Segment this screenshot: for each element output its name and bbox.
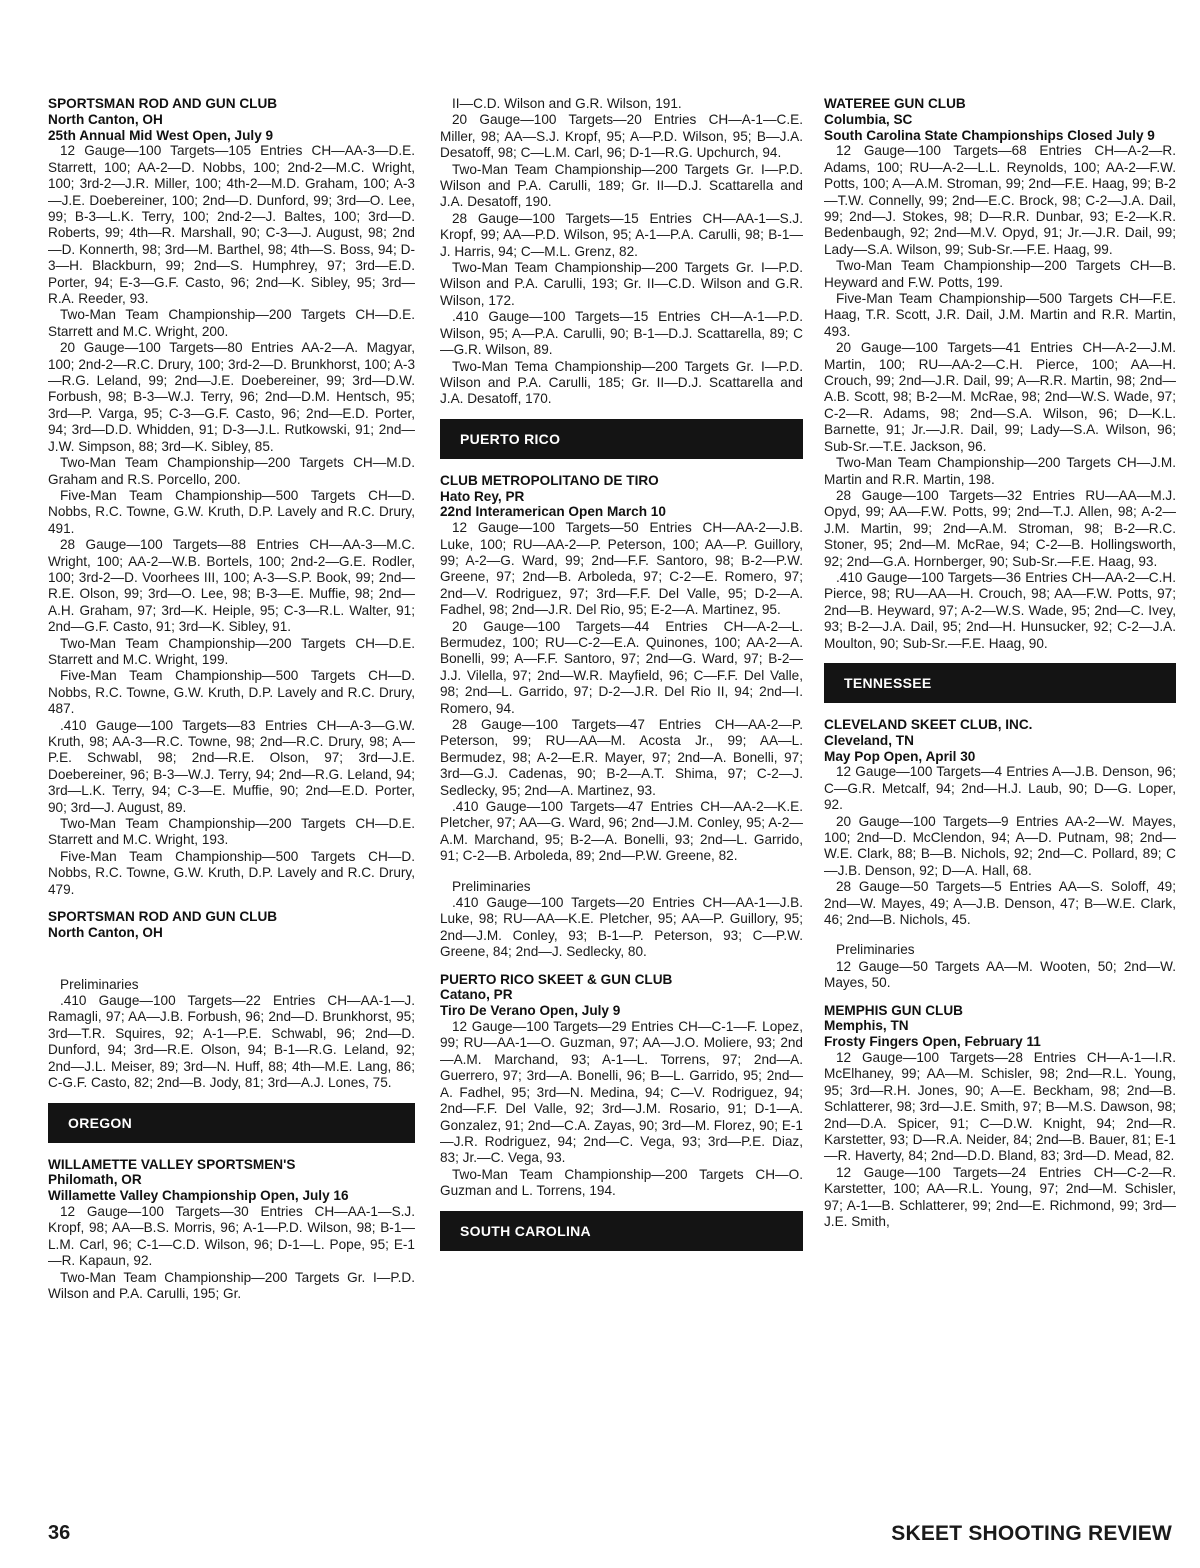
club-block bbox=[824, 96, 1176, 652]
column-1 bbox=[48, 96, 415, 1313]
results-paragraph: Five-Man Team Championship—500 Targets CH—D. Nobbs, R.C. Towne, G.W. Kruth, D.P. Lavely and R.C. Drury, 479. bbox=[48, 848, 415, 897]
results-paragraph: Two-Man Team Championship—200 Targets CH—B. Heyward and F.W. Potts, 199. bbox=[824, 258, 1176, 290]
results-paragraph: .410 Gauge—100 Targets—47 Entries CH—AA-2—K.E. Pletcher, 97; AA—G. Ward, 96; 2nd—J.M. Conley, 95; A-2—A.M. Marchand, 95; B-2—A. Bonelli, 93; 2nd—L. Garrido, 91; C-2—B. Arboleda, 89; 2nd—P.W. Greene, 82. bbox=[440, 799, 803, 864]
results-paragraph: 20 Gauge—100 Targets—80 Entries AA-2—A. Magyar, 100; 2nd-2—R.C. Drury, 100; 3rd-2—D. Brunkhorst, 100; A-3—R.G. Leland, 99; 2nd—J.E. Doebereiner, 99; 3rd—D.W. Forbush, 98; B-3—W.J. Terry, 96; 2nd—D.M. Hentsch, 95; 3rd—P. Varga, 95; C-3—G.F. Casto, 96; 2nd—E.D. Porter, 94; 3rd—D.D. Whidden, 91; D-3—J.L. Rutkowski, 91; 2nd—J.W. Simpson, 88; 3rd—K. Sibley, 85. bbox=[48, 340, 415, 454]
event-title: 25th Annual Mid West Open, July 9 bbox=[48, 127, 274, 143]
results-paragraph: .410 Gauge—100 Targets—22 Entries CH—AA-1—J. Ramagli, 97; AA—J.B. Forbush, 96; 2nd—D. Brunkhorst, 95; 3rd—T.R. Squires, 92; A-1—P.E. Schwabl, 96; 2nd—D. Dunford, 94; 3rd—R.E. Olson, 94; B-1—R.G. Leland, 92; 2nd—J.L. Meiser, 89; 3rd—N. Huff, 88; 4th—M.E. Lang, 86; C-G.F. Casto, 82; 2nd—B. Jody, 81; 3rd—A.J. Lones, 75. bbox=[48, 993, 415, 1091]
results-paragraph: 20 Gauge—100 Targets—41 Entries CH—A-2—J.M. Martin, 100; RU—AA-2—C.H. Pierce, 100; AA—H. Crouch, 99; 2nd—J.R. Dail, 99; A—R.R. Martin, 98; 2nd—A.B. Scott, 98; B-2—M. McRae, 98; 2nd—W.S. Wade, 97; C-2—R. Adams, 98; 2nd—S.A. Wilson, 96; D—K.L. Barnette, 91; Jr.—J.R. Dail, 99; Lady—S.A. Wilson, 96; Sub-Sr.—T.E. Jackson, 96. bbox=[824, 340, 1176, 454]
results-paragraph: 28 Gauge—100 Targets—15 Entries CH—AA-1—S.J. Kropf, 99; AA—P.D. Wilson, 95; A-1—P.A. Carulli, 98; B-1—J. Harris, 94; C—M.L. Grenz, 82. bbox=[440, 210, 803, 259]
page-number: 36 bbox=[48, 1522, 71, 1544]
results-paragraph: 12 Gauge—100 Targets—29 Entries CH—C-1—F. Lopez, 99; RU—AA-1—O. Guzman, 97; AA—J.O. Moliere, 93; 2nd—A.M. Marchand, 93; A-1—L. Torrens, 97; 2nd—A. Guerrero, 97; 3rd—A. Bonelli, 96; B—L. Garrido, 95; 2nd—A. Fadhel, 95; 3rd—N. Medina, 94; C—V. Rodriguez, 94; 2nd—F.F. Del Valle, 92; 3rd—J.M. Rosario, 91; D-1—A. Gonzalez, 91; 2nd—C.A. Zayas, 90; 3rd—M. Florez, 90; E-1—J.R. Rodriguez, 94; 2nd—C. Vega, 93; 3rd—P.E. Diaz, 83; Jr.—C. Vega, 93. bbox=[440, 1019, 803, 1166]
club-location: North Canton, OH bbox=[48, 111, 163, 127]
event-title: South Carolina State Championships Closed July 9 bbox=[824, 127, 1155, 143]
results-paragraph: 20 Gauge—100 Targets—44 Entries CH—A-2—L. Bermudez, 100; RU—C-2—E.A. Quinones, 100; AA-2—A. Bonelli, 99; A—F.F. Santoro, 97; 2nd—G. Ward, 97; B-2—J.J. Vilella, 97; 2nd—W.R. Mayfield, 96; C—F.F. Del Valle, 98; 2nd—L. Garrido, 97; D-2—J.R. Del Rio II, 94; 2nd—I. Romero, 94. bbox=[440, 618, 803, 716]
club-location: Memphis, TN bbox=[824, 1018, 909, 1034]
results-paragraph: Two-Man Team Championship—200 Targets Gr. I—P.D. Wilson and P.A. Carulli, 193; Gr. II—C.D. Wilson and G.R. Wilson, 172. bbox=[440, 260, 803, 308]
results-paragraph: Two-Man Team Championship—200 Targets CH—J.M. Martin and R.R. Martin, 198. bbox=[824, 455, 1176, 487]
club-name: SPORTSMAN ROD AND GUN CLUB bbox=[48, 96, 278, 111]
preliminaries-block bbox=[48, 977, 415, 1092]
results-paragraph: Two-Man Team Championship—200 Targets CH—O. Guzman and L. Torrens, 194. bbox=[440, 1166, 803, 1199]
club-block bbox=[48, 96, 415, 898]
club-block bbox=[440, 96, 803, 408]
publication-title: SKEET SHOOTING REVIEW bbox=[891, 1522, 1172, 1545]
results-paragraph: .410 Gauge—100 Targets—36 Entries CH—AA-2—C.H. Pierce, 98; RU—AA—H. Crouch, 98; AA—F.W. Potts, 97; 2nd—B. Heyward, 97; A-2—W.S. Wade, 95; 2nd—C. Ivey, 93; B-2—J.A. Dail, 95; 2nd—H. Hunsucker, 92; C-2—J.A. Moulton, 90; Sub-Sr.—F.E. Haag, 90. bbox=[824, 569, 1176, 651]
club-location: North Canton, OH bbox=[48, 924, 163, 940]
preliminaries-label: Preliminaries bbox=[836, 942, 915, 958]
club-name: WATEREE GUN CLUB bbox=[824, 96, 966, 111]
results-paragraph: 28 Gauge—50 Targets—5 Entries AA—S. Soloff, 49; 2nd—W. Mayes, 49; A—J.B. Denson, 47; B—W.E. Clark, 46; 2nd—B. Nichols, 45. bbox=[824, 879, 1176, 928]
event-title: 22nd Interamerican Open March 10 bbox=[440, 504, 666, 520]
preliminaries-label: Preliminaries bbox=[60, 976, 139, 992]
results-paragraph: Two-Man Team Championship—200 Targets Gr. I—P.D. Wilson and P.A. Carulli, 189; Gr. II—D.J. Scattarella and J.A. Desatoff, 190. bbox=[440, 161, 803, 210]
results-paragraph: 28 Gauge—100 Targets—47 Entries CH—AA-2—P. Peterson, 99; RU—AA—M. Acosta Jr., 99; AA—L. Bermudez, 98; A-2—E.R. Mayer, 97; 2nd—A. Bonelli, 97; 3rd—G.J. Cadenas, 90; B-2—A.T. Shima, 97; C-2—J. Sedlecky, 95; 2nd—A. Martinez, 93. bbox=[440, 716, 803, 798]
results-paragraph: .410 Gauge—100 Targets—83 Entries CH—A-3—G.W. Kruth, 98; AA-3—R.C. Towne, 98; 2nd—R.C. Drury, 98; A—P.E. Schwabl, 98; 2nd—R.E. Olson, 97; 3rd—J.E. Doebereiner, 96; B-3—W.J. Terry, 94; 2nd—R.G. Leland, 94; 3rd—L.K. Terry, 94; C-3—E. Muffie, 90; 2nd—E.D. Porter, 90; 3rd—J. August, 89. bbox=[48, 717, 415, 815]
section-header-bar: SOUTH CAROLINA bbox=[440, 1211, 803, 1251]
results-paragraph: .410 Gauge—100 Targets—15 Entries CH—A-1—P.D. Wilson, 95; A—P.A. Carulli, 90; B-1—D.J. Scattarella, 89; C—G.R. Wilson, 89. bbox=[440, 309, 803, 358]
club-location: Cleveland, TN bbox=[824, 732, 914, 748]
results-paragraph: 12 Gauge—50 Targets AA—M. Wooten, 50; 2nd—W. Mayes, 50. bbox=[824, 958, 1176, 991]
club-location: Columbia, SC bbox=[824, 111, 913, 127]
results-paragraph: 12 Gauge—100 Targets—68 Entries CH—A-2—R. Adams, 100; RU—A-2—L.L. Reynolds, 100; AA-2—F.W. Potts, 100; A—A.M. Stroman, 99; 2nd—F.E. Haag, 99; B-2—T.W. Connelly, 99; 2nd—E.C. Brock, 98; C-2—J.A. Dail, 99; 2nd—J. Stokes, 98; D—R.R. Dunbar, 93; E-2—K.R. Bedenbaugh, 92; 2nd—M.V. Opyd, 91; Jr.—J.R. Dail, 99; Lady—S.A. Wilson, 99; Sub-Sr.—F.E. Haag, 99. bbox=[824, 143, 1176, 257]
club-block bbox=[824, 1003, 1176, 1231]
club-location: Philomath, OR bbox=[48, 1172, 142, 1188]
club-location: Catano, PR bbox=[440, 987, 513, 1003]
results-paragraph: 28 Gauge—100 Targets—32 Entries RU—AA—M.J. Opyd, 99; AA—F.W. Potts, 99; 2nd—T.J. Allen, 98; A-2—J.M. Martin, 99; 2nd—A.M. Stroman, 98; B-2—R.C. Stoner, 95; 2nd—M. McRae, 94; C-2—B. Hollingsworth, 92; 2nd—G.A. Hornberger, 90; Sub-Sr.—F.E. Haag, 93. bbox=[824, 487, 1176, 569]
club-name: CLEVELAND SKEET CLUB, INC. bbox=[824, 716, 1033, 732]
event-title: Willamette Valley Championship Open, July 16 bbox=[48, 1188, 349, 1204]
results-paragraph: Two-Man Team Championship—200 Targets CH—D.E. Starrett and M.C. Wright, 199. bbox=[48, 635, 415, 667]
club-name: WILLAMETTE VALLEY SPORTSMEN'S bbox=[48, 1156, 296, 1172]
club-name: SPORTSMAN ROD AND GUN CLUB bbox=[48, 909, 278, 925]
club-block bbox=[440, 473, 803, 865]
club-block bbox=[824, 717, 1176, 928]
club-location: Hato Rey, PR bbox=[440, 488, 525, 504]
section-header-bar: OREGON bbox=[48, 1103, 415, 1143]
section-header-bar: PUERTO RICO bbox=[440, 419, 803, 459]
results-paragraph: 12 Gauge—100 Targets—4 Entries A—J.B. Denson, 96; C—G.R. Metcalf, 94; 2nd—H.J. Laub, 90; D—G. Loper, 92. bbox=[824, 764, 1176, 813]
column-3 bbox=[824, 96, 1176, 1242]
results-paragraph: Two-Man Team Championship—200 Targets CH—D.E. Starrett and M.C. Wright, 200. bbox=[48, 307, 415, 339]
results-paragraph: Two-Man Team Championship—200 Targets CH—M.D. Graham and R.S. Porcello, 200. bbox=[48, 455, 415, 487]
results-paragraph: Five-Man Team Championship—500 Targets CH—F.E. Haag, T.R. Scott, J.R. Dail, J.M. Martin and R.R. Martin, 493. bbox=[824, 291, 1176, 339]
event-title: Frosty Fingers Open, February 11 bbox=[824, 1034, 1041, 1050]
results-paragraph: Two-Man Team Championship—200 Targets CH—D.E. Starrett and M.C. Wright, 193. bbox=[48, 816, 415, 848]
club-name: PUERTO RICO SKEET & GUN CLUB bbox=[440, 971, 673, 987]
club-block bbox=[440, 972, 803, 1200]
results-paragraph: 12 Gauge—100 Targets—30 Entries CH—AA-1—S.J. Kropf, 98; AA—B.S. Morris, 96; A-1—P.D. Wilson, 98; B-1—L.M. Carl, 96; C-1—C.D. Wilson, 96; D-1—L. Pope, 95; E-1—R. Kapaun, 92. bbox=[48, 1203, 415, 1269]
spacer bbox=[48, 941, 415, 963]
results-paragraph: Two-Man Tema Championship—200 Targets Gr. I—P.D. Wilson and P.A. Carulli, 185; Gr. II—D.J. Scattarella and J.A. Desatoff, 170. bbox=[440, 358, 803, 407]
preliminaries-label: Preliminaries bbox=[452, 878, 531, 894]
event-title: May Pop Open, April 30 bbox=[824, 748, 976, 764]
results-paragraph: Five-Man Team Championship—500 Targets CH—D. Nobbs, R.C. Towne, G.W. Kruth, D.P. Lavely and R.C. Drury, 487. bbox=[48, 668, 415, 717]
preliminaries-block bbox=[824, 942, 1176, 991]
club-block bbox=[48, 1157, 415, 1303]
results-paragraph: 12 Gauge—100 Targets—28 Entries CH—A-1—I.R. McElhaney, 99; AA—M. Schisler, 98; 2nd—R.L. Young, 95; 3rd—R.H. Jones, 90; A—E. Beckham, 98; 2nd—B. Schlatterer, 98; 3rd—J.E. Smith, 97; B—M.S. Dawson, 98; 2nd—D.A. Spicer, 91; C—D.W. Knight, 94; 2nd—R. Karstetter, 93; D—R.A. Neider, 84; 2nd—B. Bauer, 81; E-1—R. Haverty, 84; 2nd—D.D. Bland, 83; 3rd—D. Mead, 82. bbox=[824, 1050, 1176, 1164]
results-paragraph: 28 Gauge—100 Targets—88 Entries CH—AA-3—M.C. Wright, 100; AA-2—W.B. Bortels, 100; 2nd-2—G.E. Rodler, 100; 3rd-2—D. Voorhees III, 100; A-3—S.P. Book, 99; 2nd—R.E. Olson, 99; 3rd—O. Lee, 98; B-3—E. Muffie, 98; 2nd—A.H. Graham, 97; 3rd—K. Heiple, 95; C-3—R.L. Walter, 91; 2nd—G.F. Casto, 91; 3rd—K. Sibley, 91. bbox=[48, 537, 415, 635]
results-paragraph: Two-Man Team Championship—200 Targets Gr. I—P.D. Wilson and P.A. Carulli, 195; Gr. bbox=[48, 1269, 415, 1301]
results-paragraph: Five-Man Team Championship—500 Targets CH—D. Nobbs, R.C. Towne, G.W. Kruth, D.P. Lavely and R.C. Drury, 491. bbox=[48, 487, 415, 536]
results-paragraph: .410 Gauge—100 Targets—20 Entries CH—AA-1—J.B. Luke, 98; RU—AA—K.E. Pletcher, 95; AA—P. Guillory, 95; 2nd—J.M. Conley, 93; B-1—P. Peterson, 93; C—P.W. Greene, 84; 2nd—J. Sedlecky, 80. bbox=[440, 895, 803, 960]
results-paragraph: 20 Gauge—100 Targets—9 Entries AA-2—W. Mayes, 100; 2nd—D. McClendon, 94; A—D. Putnam, 98; 2nd—W.E. Clark, 88; B—B. Nichols, 92; 2nd—C. Pollard, 89; C—J.B. Denson, 92; D—A. Hall, 68. bbox=[824, 813, 1176, 878]
results-paragraph: II—C.D. Wilson and G.R. Wilson, 191. bbox=[452, 96, 682, 111]
results-paragraph: 12 Gauge—100 Targets—24 Entries CH—C-2—R. Karstetter, 100; AA—R.L. Young, 97; 2nd—M. Schisler, 97; A-1—B. Schlatterer, 99; 2nd—E. Richmond, 99; 3rd—J.E. Smith, bbox=[824, 1164, 1176, 1230]
results-paragraph: 12 Gauge—100 Targets—50 Entries CH—AA-2—J.B. Luke, 100; RU—AA-2—P. Peterson, 100; AA—P. Guillory, 99; A-2—G. Ward, 99; 2nd—F.F. Santoro, 98; B-2—P.W. Greene, 97; 2nd—B. Arboleda, 97; C-2—E. Romero, 97; 2nd—V. Rodriguez, 97; 3rd—F.F. Del Valle, 95; D-2—A. Fadhel, 98; 2nd—J.R. Del Rio, 95; E-2—A. Martinez, 95. bbox=[440, 520, 803, 618]
club-name: MEMPHIS GUN CLUB bbox=[824, 1002, 963, 1018]
results-paragraph: 12 Gauge—100 Targets—105 Entries CH—AA-3—D.E. Starrett, 100; AA-2—D. Nobbs, 100; 2nd-2—M.C. Wright, 100; 3rd-2—J.R. Miller, 100; 4th-2—M.D. Graham, 100; A-3—J.E. Doebereiner, 100; 2nd—D. Dunford, 99; 3rd—O. Lee, 99; B-3—L.K. Terry, 100; 2nd-2—J. Baltes, 100; 3rd—D. Roberts, 99; 4th—R. Marshall, 90; C-3—J. August, 98; 2nd—D. Konnerth, 98; 3rd—M. Barthel, 98; 4th—S. Boss, 94; D-3—H. Blackburn, 99; 2nd—S. Humphrey, 97; 3rd—E.D. Porter, 94; E-3—G.F. Casto, 96; 2nd—K. Sibley, 95; 3rd—R.A. Reeder, 93. bbox=[48, 143, 415, 307]
club-block bbox=[48, 909, 415, 963]
column-2 bbox=[440, 96, 803, 1265]
section-header-bar: TENNESSEE bbox=[824, 663, 1176, 703]
club-name: CLUB METROPOLITANO DE TIRO bbox=[440, 472, 659, 488]
event-title: Tiro De Verano Open, July 9 bbox=[440, 1003, 621, 1019]
preliminaries-block bbox=[440, 879, 803, 961]
results-paragraph: 20 Gauge—100 Targets—20 Entries CH—A-1—C.E. Miller, 98; AA—S.J. Kropf, 95; A—P.D. Wilson, 95; B—J.A. Desatoff, 98; C—L.M. Carl, 96; D-1—R.G. Upchurch, 94. bbox=[440, 112, 803, 161]
